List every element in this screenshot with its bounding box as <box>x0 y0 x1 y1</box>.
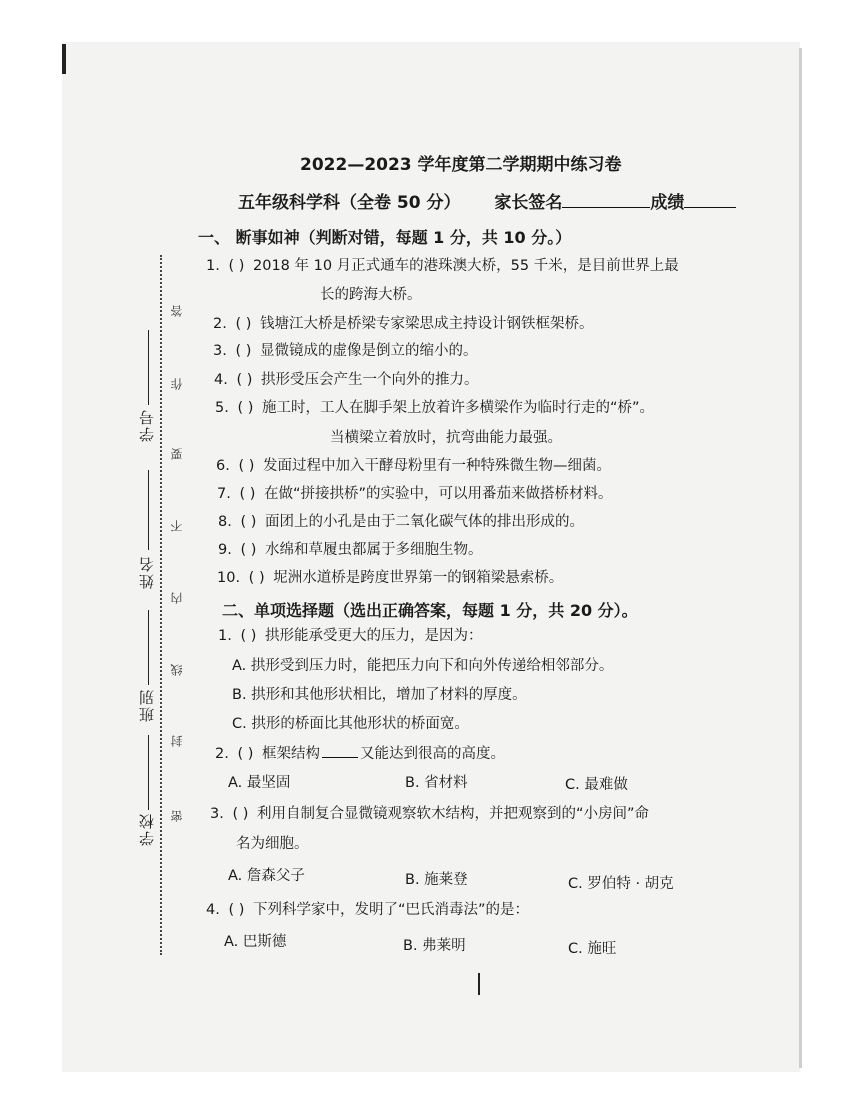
page-number-mark <box>478 973 480 995</box>
question-text: 利用自制复合显微镜观察软木结构，并把观察到的“小房间”命 <box>257 806 650 822</box>
answer-blank[interactable]: ( ) <box>237 746 254 762</box>
choice-2-option-b: B. 省材料 <box>405 775 468 791</box>
school-field-label: 学校 <box>138 812 156 846</box>
question-number: 4. <box>214 372 228 388</box>
answer-blank[interactable]: ( ) <box>228 902 245 918</box>
choice-1-option-a: A. 拱形受到压力时，能把压力向下和向外传递给相邻部分。 <box>232 658 614 674</box>
question-text: 坭洲水道桥是跨度世界第一的钢箱梁悬索桥。 <box>273 570 564 586</box>
seal-char-mi: 密 <box>170 810 184 822</box>
answer-blank[interactable]: ( ) <box>237 400 254 416</box>
question-number: 7. <box>217 486 231 502</box>
question-text: 框架结构 <box>262 746 320 762</box>
number-field-label: 学号 <box>138 408 156 442</box>
answer-blank[interactable]: ( ) <box>228 258 245 274</box>
answer-blank[interactable]: ( ) <box>238 458 255 474</box>
choice-question-2 <box>215 743 505 764</box>
seal-line <box>160 255 162 955</box>
question-number: 9. <box>218 542 232 558</box>
judge-question-1-cont: 长的跨海大桥。 <box>320 287 422 303</box>
answer-blank[interactable]: ( ) <box>240 542 257 558</box>
fill-blank[interactable] <box>322 743 358 758</box>
question-number: 2. <box>213 316 227 332</box>
score-field[interactable] <box>684 207 736 208</box>
question-number: 3. <box>210 806 224 822</box>
question-text: 在做“拼接拱桥”的实验中，可以用番茄来做搭桥材料。 <box>264 486 613 502</box>
question-text: 钱塘江大桥是桥梁专家梁思成主持设计钢铁框架桥。 <box>260 316 594 332</box>
seal-char-xian: 线 <box>170 664 184 676</box>
choice-4-option-b: B. 弗莱明 <box>403 938 466 954</box>
question-text: 又能达到很高的高度。 <box>360 746 505 762</box>
judge-question-6 <box>216 456 611 476</box>
question-number: 10. <box>217 570 241 586</box>
section1-heading: 一、 断事如神（判断对错，每题 1 分，共 10 分。） <box>198 228 572 247</box>
choice-4-option-c: C. 施旺 <box>568 941 617 957</box>
question-number: 4. <box>206 902 220 918</box>
seal-char-zuo: 作 <box>170 378 184 390</box>
name-field-line <box>148 470 149 550</box>
choice-2-option-c: C. 最难做 <box>565 777 628 793</box>
class-field-label: 班别 <box>138 688 156 722</box>
question-text: 显微镜成的虚像是倒立的缩小的。 <box>260 343 478 359</box>
answer-blank[interactable]: ( ) <box>235 343 252 359</box>
question-text: 发面过程中加入干酵母粉里有一种特殊微生物—细菌。 <box>263 458 611 474</box>
judge-question-2 <box>213 314 594 334</box>
question-text: 水绵和草履虫都属于多细胞生物。 <box>265 542 483 558</box>
question-text: 拱形能承受更大的压力，是因为： <box>265 628 483 644</box>
seal-char-bu: 不 <box>170 520 184 532</box>
question-number: 2. <box>215 746 229 762</box>
question-text: 2018 年 10 月正式通车的港珠澳大桥，55 千米，是目前世界上最 <box>253 258 679 274</box>
judge-question-5 <box>215 398 654 418</box>
name-field-label: 姓名 <box>138 555 156 589</box>
answer-blank[interactable]: ( ) <box>240 628 257 644</box>
choice-3-option-a: A. 詹森父子 <box>228 868 305 884</box>
score-label: 成绩 <box>650 193 685 213</box>
parent-signature-label: 家长签名 <box>494 193 563 213</box>
judge-question-10 <box>217 568 563 588</box>
judge-question-4 <box>214 370 479 390</box>
parent-signature-field[interactable] <box>562 207 650 208</box>
choice-3-option-c: C. 罗伯特 · 胡克 <box>568 876 674 892</box>
judge-question-9 <box>218 540 483 560</box>
answer-blank[interactable]: ( ) <box>232 806 249 822</box>
answer-blank[interactable]: ( ) <box>248 570 265 586</box>
exam-title: 2022—2023 学年度第二学期期中练习卷 <box>300 155 622 175</box>
judge-question-1 <box>206 256 679 276</box>
grade-subject: 五年级科学科（全卷 50 分） <box>238 193 461 213</box>
question-text: 施工时，工人在脚手架上放着许多横梁作为临时行走的“桥”。 <box>262 400 655 416</box>
seal-char-da: 答 <box>170 305 184 317</box>
choice-question-3 <box>210 804 649 824</box>
choice-3-option-b: B. 施莱登 <box>405 872 468 888</box>
question-number: 8. <box>218 514 232 530</box>
answer-blank[interactable]: ( ) <box>240 514 257 530</box>
answer-blank[interactable]: ( ) <box>236 372 253 388</box>
question-number: 1. <box>206 258 220 274</box>
choice-question-3-cont: 名为细胞。 <box>236 836 309 852</box>
judge-question-3 <box>213 341 478 361</box>
choice-1-option-c: C. 拱形的桥面比其他形状的桥面宽。 <box>232 716 469 732</box>
judge-question-8 <box>218 512 584 532</box>
number-field-line <box>148 330 149 405</box>
question-number: 6. <box>216 458 230 474</box>
choice-1-option-b: B. 拱形和其他形状相比，增加了材料的厚度。 <box>232 687 527 703</box>
choice-4-option-a: A. 巴斯德 <box>224 934 287 950</box>
question-number: 3. <box>213 343 227 359</box>
question-text: 面团上的小孔是由于二氧化碳气体的排出形成的。 <box>265 514 584 530</box>
question-number: 5. <box>215 400 229 416</box>
question-text: 下列科学家中，发明了“巴氏消毒法”的是： <box>253 902 530 918</box>
question-text: 拱形受压会产生一个向外的推力。 <box>261 372 479 388</box>
exam-subtitle <box>238 188 736 213</box>
class-field-line <box>148 610 149 685</box>
choice-2-option-a: A. 最坚固 <box>228 775 291 791</box>
answer-blank[interactable]: ( ) <box>239 486 256 502</box>
judge-question-7 <box>217 484 613 504</box>
page-edge-shadow <box>799 48 802 1068</box>
seal-char-yao: 要 <box>170 448 184 460</box>
question-number: 1. <box>218 628 232 644</box>
answer-blank[interactable]: ( ) <box>235 316 252 332</box>
seal-char-nei: 内 <box>170 592 184 604</box>
section2-heading: 二、单项选择题（选出正确答案，每题 1 分，共 20 分）。 <box>222 601 638 620</box>
school-field-line <box>148 735 149 810</box>
seal-char-feng: 封 <box>170 735 184 747</box>
scan-edge-mark <box>62 44 66 74</box>
judge-question-5-cont: 当横梁立着放时，抗弯曲能力最强。 <box>330 430 562 446</box>
choice-question-4 <box>206 900 529 920</box>
choice-question-1 <box>218 626 483 646</box>
